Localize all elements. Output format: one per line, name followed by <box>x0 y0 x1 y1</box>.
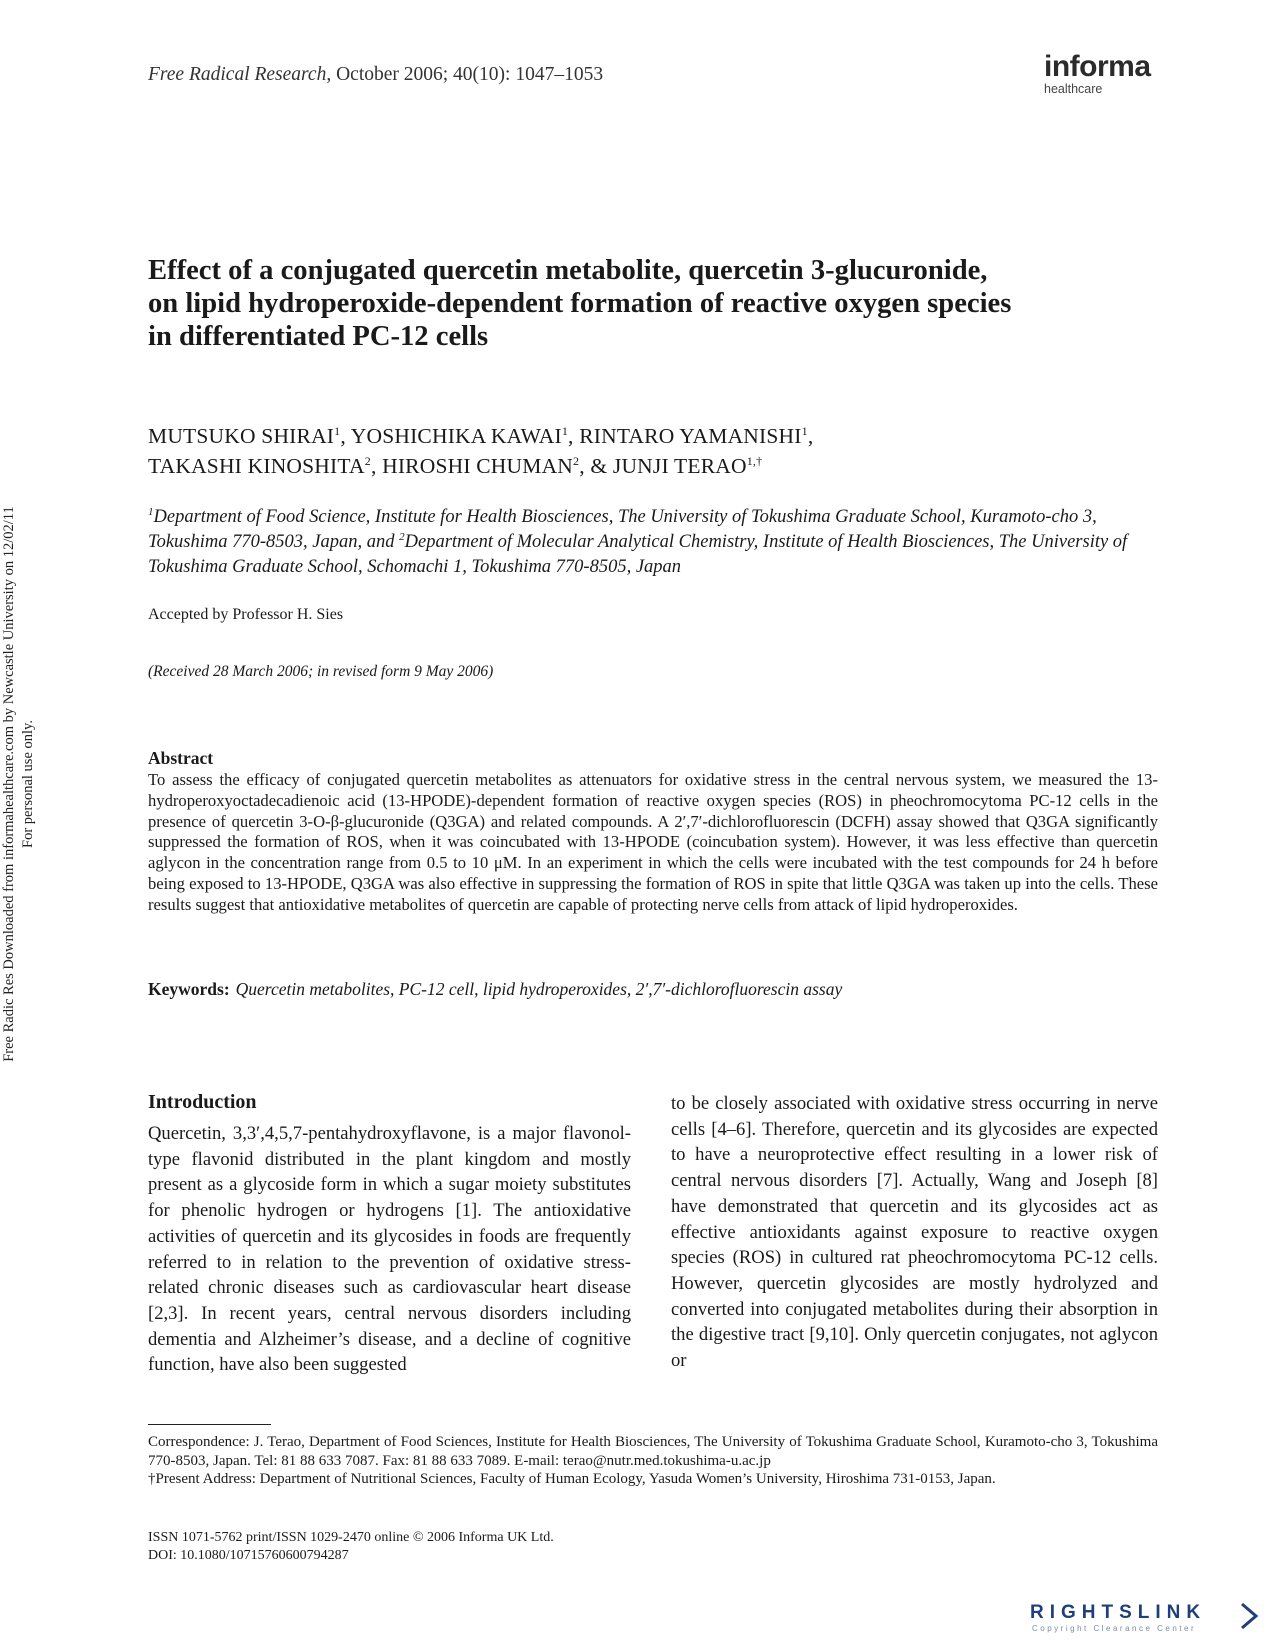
affil-sup-2: 2 <box>399 530 405 543</box>
author-name: MUTSUKO SHIRAI <box>148 424 335 448</box>
author-name: TAKASHI KINOSHITA <box>148 454 365 478</box>
introduction-heading: Introduction <box>148 1091 257 1113</box>
doi-line: DOI: 10.1080/10715760600794287 <box>148 1548 349 1563</box>
correspondence-note: Correspondence: J. Terao, Department of Food Sciences, Institute for Health Biosciences, The University of Tokushima Graduate School, Kuramoto-cho 3, Tokushima 770-8503, Japan. Tel: 81 88 633 7087. Fax: 81 88 633 7089. E-mail: terao@nutr.med.tokushima-u.ac.jp <box>148 1434 1158 1469</box>
author-name: & JUNJI TERAO <box>590 454 747 478</box>
publisher-logo <box>1044 52 1154 96</box>
affiliation-2: Department of Molecular Analytical Chemistry, Institute of Health Biosciences, The University of Tokushima Graduate School, Schomachi 1, Tokushima 770-8505, Japan <box>148 532 1128 577</box>
author-sep: , <box>340 424 351 448</box>
author-affil-sup: 1 <box>334 423 341 438</box>
introduction-column-2: to be closely associated with oxidative stress occurring in nerve cells [4–6]. Therefore, quercetin and its glycosides are expected to have a neuroprotective effect resulting in a lower risk of central nervous disorders [7]. Actually, Wang and Joseph [8] have demonstrated that quercetin and its glycosides act as effective antioxidants against exposure to reactive oxygen species (ROS) in cultured rat pheochromocytoma PC-12 cells. However, quercetin glycosides are mostly hydrolyzed and converted into conjugated metabolites during their absorption in the digestive tract [9,10]. Only quercetin conjugates, not aglycon or <box>671 1093 1158 1372</box>
title-line: in differentiated PC-12 cells <box>148 321 489 352</box>
affiliation-1: Department of Food Science, Institute for Health Biosciences, The University of Tokushima Graduate School, Kuramoto-cho 3, Tokushima 770-8503, Japan, and <box>148 507 1097 552</box>
rightslink-logo <box>1030 1598 1262 1638</box>
author-line-2 <box>148 451 1158 481</box>
journal-issue: , October 2006; 40(10): 1047–1053 <box>326 64 604 85</box>
abstract-heading: Abstract <box>148 748 214 768</box>
rightslink-text: RIGHTSLINK <box>1030 1602 1207 1623</box>
author-sep: , <box>579 454 591 478</box>
logo-main-text: informa <box>1044 50 1151 83</box>
keywords-text: Quercetin metabolites, PC-12 cell, lipid hydroperoxides, 2′,7′-dichlorofluorescin assay <box>235 979 843 999</box>
author-sep: , <box>370 454 383 478</box>
footnotes <box>148 1433 1158 1489</box>
journal-name: Free Radical Research <box>148 64 327 85</box>
affiliations <box>148 505 1158 580</box>
author-sep: , <box>568 424 580 448</box>
title-line: Effect of a conjugated quercetin metabolite, quercetin 3-glucuronide, <box>148 255 988 286</box>
rightslink-subtext: Copyright Clearance Center <box>1032 1624 1197 1633</box>
author-affil-sup: 2 <box>573 453 580 468</box>
author-affil-sup: 1 <box>801 423 808 438</box>
received-dates: (Received 28 March 2006; in revised form 9 May 2006) <box>148 663 494 680</box>
journal-citation <box>148 64 603 86</box>
introduction-column-1: Quercetin, 3,3′,4,5,7-pentahydroxyflavone, is a major flavonol-type flavonid distributed in the plant kingdom and mostly present as a glycoside form in which a sugar moiety substitutes for phenolic hydrogen or hydrogens [1]. The antioxidative activities of quercetin and its glycosides in foods are frequently referred to in relation to the prevention of oxidative stress-related chronic diseases such as cardiovascular heart disease [2,3]. In recent years, central nervous disorders including dementia and Alzheimer’s disease, and a decline of cognitive function, have also been suggested <box>148 1123 631 1376</box>
author-list <box>148 421 1158 481</box>
download-notice-line-2: For personal use only. <box>20 720 36 848</box>
author-line-1 <box>148 421 1158 451</box>
author-name: YOSHICHIKA KAWAI <box>350 424 562 448</box>
logo-sub-text: healthcare <box>1044 82 1103 96</box>
author-name: RINTARO YAMANISHI <box>579 424 802 448</box>
keywords-label: Keywords: <box>148 979 230 999</box>
issn-block <box>148 1529 554 1565</box>
article-title <box>148 254 1158 353</box>
keywords <box>148 979 1158 1000</box>
abstract-text: To assess the efficacy of conjugated quercetin metabolites as attenuators for oxidative stress in the central nervous system, we measured the 13-hydroperoxyoctadecadienoic acid (13-HPODE)-dependent formation of reactive oxygen species (ROS) in pheochromocytoma PC-12 cells in the presence of quercetin 3-O-β-glucuronide (Q3GA) and related compounds. A 2′,7′-dichlorofluorescin (DCFH) assay showed that Q3GA significantly suppressed the formation of ROS, when it was coincubated with 13-HPODE (coincubation system). However, it was less effective than quercetin aglycon in the concentration range from 0.5 to 10 μM. In an experiment in which the cells were incubated with the test compounds for 24 h before being exposed to 13-HPODE, Q3GA was also effective in suppressing the formation of ROS in spite that little Q3GA was taken up into the cells. These results suggest that antioxidative metabolites of quercetin are capable of protecting nerve cells from attack of lipid hydroperoxides. <box>148 770 1158 914</box>
present-address-note: †Present Address: Department of Nutritional Sciences, Faculty of Human Ecology, Yasuda Women’s University, Hiroshima 731-0153, Japan. <box>148 1471 996 1487</box>
affil-sup-1: 1 <box>148 505 154 518</box>
author-affil-sup: 1 <box>561 423 569 438</box>
download-notice-line-1: Free Radic Res Downloaded from informahealthcare.com by Newcastle University on 12/02/11 <box>1 506 17 1062</box>
author-sep: , <box>807 424 814 448</box>
author-affil-sup: 2 <box>364 453 371 468</box>
author-name: HIROSHI CHUMAN <box>382 454 574 478</box>
download-notice <box>0 434 38 1134</box>
issn-line: ISSN 1071-5762 print/ISSN 1029-2470 online © 2006 Informa UK Ltd. <box>148 1530 554 1545</box>
author-affil-sup: 1,† <box>746 453 763 468</box>
title-line: on lipid hydroperoxide-dependent formation of reactive oxygen species <box>148 288 1012 319</box>
footnote-rule <box>148 1424 271 1425</box>
rightslink-chevron-icon <box>1242 1604 1256 1628</box>
accepted-by: Accepted by Professor H. Sies <box>148 606 344 623</box>
